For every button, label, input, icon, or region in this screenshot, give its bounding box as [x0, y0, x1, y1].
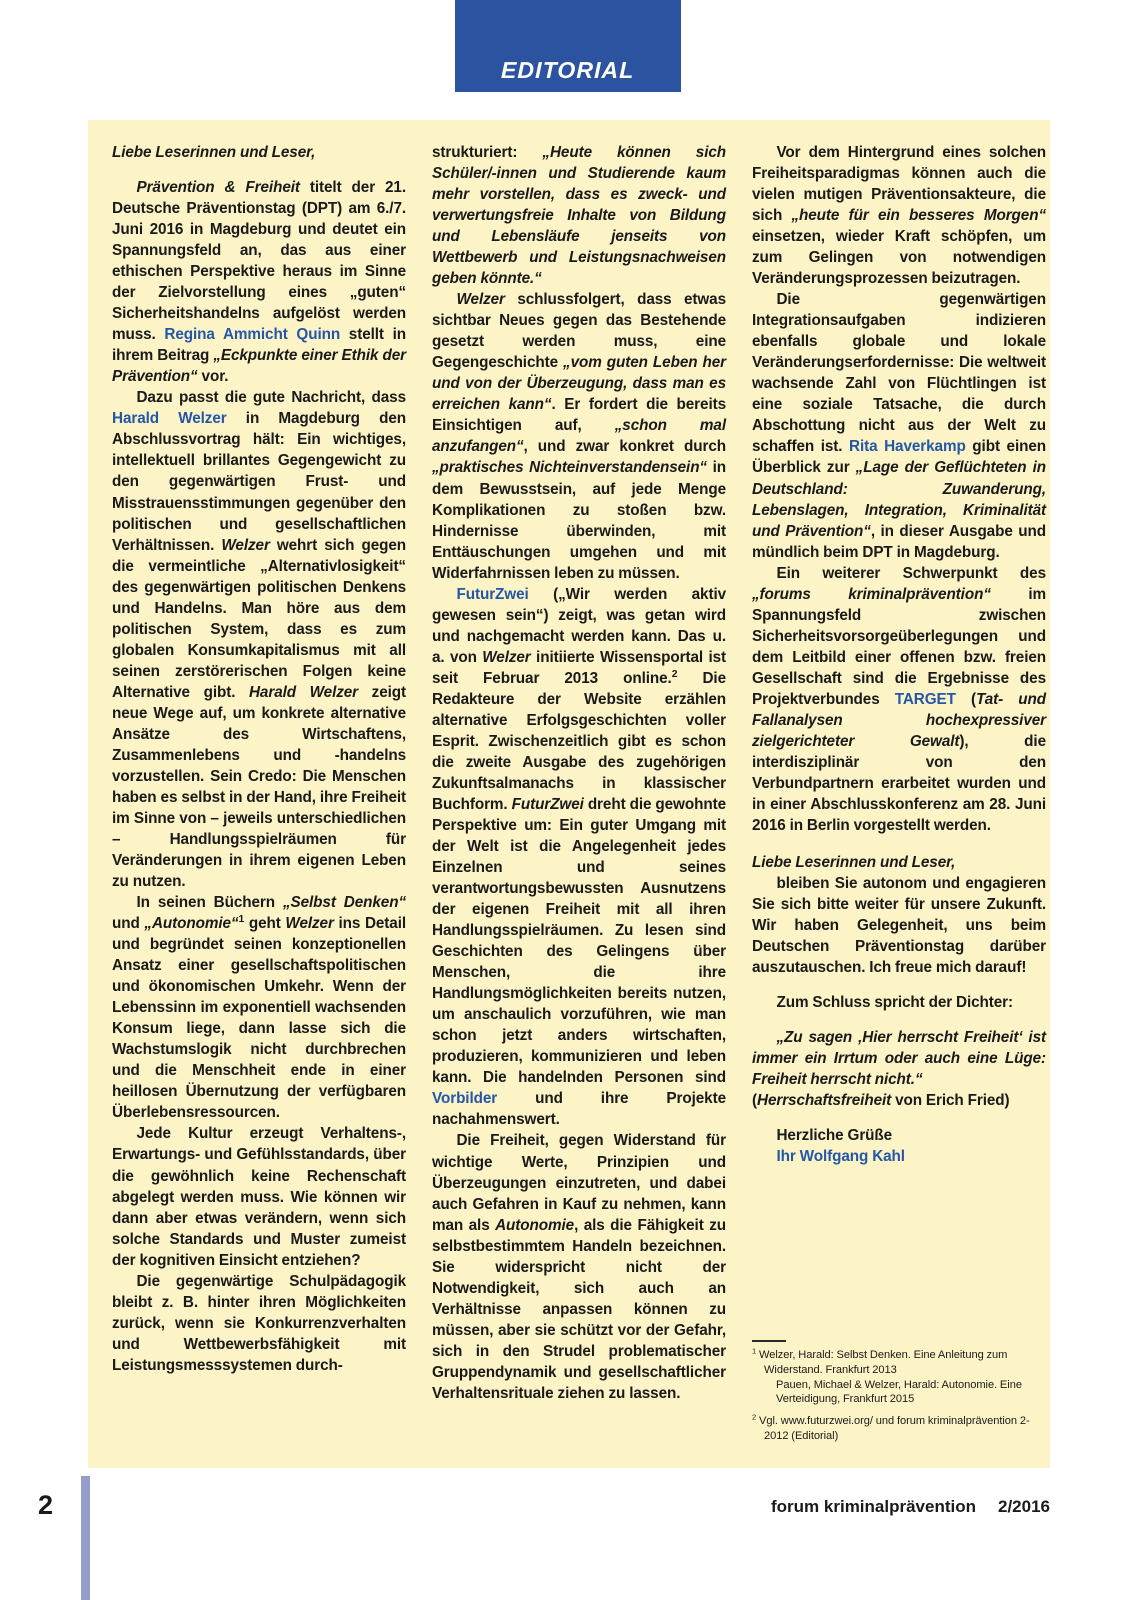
text-run: gibt einen Überblick zur	[752, 438, 1046, 477]
page-number: 2	[38, 1490, 54, 1520]
text-run: . Er fordert die bereits Einsichtigen auf,	[432, 396, 726, 435]
text-column-2	[432, 142, 726, 1452]
paragraph-c1-p4: Jede Kultur erzeugt Verhaltens-, Erwartungs- und Gefühlsstandards, über die gewöhnlich keine Rechenschaft abgelegt werden muss. Wie können wir dann aber etwas verändern, wenn sich solche Standards und Muster zumeist der kognitiven Einsicht entziehen?	[112, 1125, 406, 1269]
salutation-closing: Liebe Leserinnen und Leser,	[752, 854, 956, 872]
author-link-harald-welzer[interactable]: Harald Welzer	[112, 410, 227, 428]
article-body	[88, 120, 1050, 1468]
text-run: , in dieser Ausgabe und mündlich beim DPT in Magdeburg.	[752, 522, 1046, 561]
footnote-divider	[752, 1340, 786, 1342]
footnote-number: 1	[752, 1346, 757, 1356]
issue-number: 2/2016	[998, 1497, 1050, 1516]
text-run: Dazu passt die gute Nachricht, dass	[136, 389, 406, 407]
banner-title: EDITORIAL	[501, 57, 635, 83]
article-title-italic: „Lage der Geflüchteten in Deutschland: Zuwanderung, Lebenslagen, Integration, Kriminalität und Prävention“	[752, 459, 1046, 540]
footer-publication-info	[771, 1497, 1050, 1517]
closing-greeting: Herzliche Grüße	[776, 1127, 893, 1145]
quotation-italic: „Heute können sich Schüler/-innen und Studierende kaum mehr vorstellen, dass es zweck- und verwertungsfreie Inhalte von Bildung und Lebensläufe jenseits von Wettbewerb und Leistungsnachweisen geben könnte.“	[432, 144, 726, 288]
footer-accent-bar	[81, 1476, 90, 1600]
name-italic: Welzer	[285, 915, 334, 933]
editorial-header-banner	[455, 0, 681, 92]
paragraph-c3-p5: Zum Schluss spricht der Dichter:	[776, 994, 1014, 1012]
paragraph-c2-p3	[432, 584, 726, 1131]
text-run: Ein weiterer Schwerpunkt des	[776, 564, 1046, 582]
text-run: geht	[244, 915, 286, 933]
text-run: zeigt neue Wege auf, um konkrete alternative Ansätze des Wirtschaftens, Zusammenlebens und -handelns vorzustellen. Sein Credo: Die Menschen haben es selbst in der Hand, ihre Freiheit im Sinne von – jeweils unterschiedlichen – Handlungsspielräumen für Veränderungen in ihrem eigenen Leben zu nutzen.	[112, 683, 407, 891]
project-subtitle-italic: Tat- und Fallanalysen hochexpressiver zielgerichteter Gewalt	[752, 690, 1046, 750]
text-run: Die Freiheit, gegen Widerstand für wichtige Werte, Prinzipien und Überzeugungen einzutreten, und dabei auch Gefahren in Kauf zu nehmen, kann man als	[432, 1132, 726, 1234]
term-italic-autonomie: Autonomie	[495, 1216, 575, 1234]
paragraph-c2-p2	[432, 289, 726, 583]
text-run: schlussfolgert, dass etwas sichtbar Neues gegen das Bestehende gesetzt werden muss, eine Gegengeschichte	[432, 291, 726, 372]
project-name-italic: FuturZwei	[511, 795, 584, 813]
text-run: im Spannungsfeld zwischen Sicherheitsvorsorgeüberlegungen und dem Leitbild einer offenen bzw. freien Gesellschaft sind die Ergebnisse des Projektverbundes	[752, 585, 1046, 708]
text-run: strukturiert:	[432, 144, 543, 161]
footnote-item	[752, 1348, 1046, 1407]
paragraph-c1-p3	[112, 892, 406, 1123]
article-title-italic: „Eckpunkte einer Ethik der Prävention“	[112, 347, 406, 386]
text-run: (	[955, 690, 977, 708]
text-column-3	[752, 142, 1046, 1452]
three-column-layout	[112, 142, 1046, 1452]
text-run: , als die Fähigkeit zu selbstbestimmtem Handeln bezeichnen. Sie widerspricht nicht der Notwendigkeit, sich auch an Verhältnisse anpassen können zu müssen, aber sie schützt vor der Gefahr, sich in den Strudel problematischer Gruppendynamik und gesellschaftlicher Verhaltensrituale ziehen zu lassen.	[432, 1216, 726, 1402]
name-italic: Welzer	[456, 291, 505, 309]
highlight-vorbilder[interactable]: Vorbilder	[432, 1090, 498, 1108]
footnote-text: Welzer, Harald: Selbst Denken. Eine Anleitung zum Widerstand. Frankfurt 2013	[758, 1348, 1008, 1376]
poem-quote	[752, 1027, 1046, 1090]
text-run: wehrt sich gegen die vermeintliche „Alternativlosigkeit“ des gegenwärtigen politischen Denkens und Handelns. Man höre aus dem politischen System, dass es zum globalen Konsumkapitalismus mit all seinen zerstörerischen Folgen keine Alternative gibt.	[112, 536, 406, 701]
project-link-futurzwei[interactable]: FuturZwei	[456, 585, 529, 603]
footnote-number: 2	[752, 1412, 757, 1422]
quotation-italic: „schon mal anzufangen“	[432, 417, 726, 456]
project-link-target[interactable]: TARGET	[894, 690, 956, 708]
text-run: Die gegenwärtigen Integrationsaufgaben indizieren ebenfalls globale und lokale Veränderungserfordernisse: Die weltweit wachsende Zahl von Flüchtlingen ist eine soziale Tatsache, die durch Abschottung nicht aus der Welt zu schaffen ist.	[752, 291, 1046, 456]
text-run: ), die interdisziplinär von den Verbundpartnern erarbeitet wurden und in einer Abschlusskonferenz am 28. Juni 2016 in Berlin vorgestellt werden.	[752, 732, 1046, 834]
page-footer	[0, 1490, 1132, 1570]
author-link-rita-haverkamp[interactable]: Rita Haverkamp	[849, 438, 966, 456]
text-run: In seinen Büchern	[136, 894, 283, 912]
text-run: ins Detail und begründet seinen konzeptionellen Ansatz einer gesellschaftspolitischen und ökonomischen Umkehr. Wenn der Lebenssinn im exponentiell wachsenden Konsum liege, dann lasse sich die Wachstumslogik nicht durchbrechen und die Menschheit ende in einer heillosen Übernutzung der verfügbaren Überlebensressourcen.	[112, 915, 407, 1122]
salutation-opening: Liebe Leserinnen und Leser,	[112, 144, 316, 161]
text-run: dreht die gewohnte Perspektive um: Ein guter Umgang mit der Welt ist die Angelegenheit jedes Einzelnen und seines verantwortungsbewussten Ausnutzens der eigenen Freiheit mit all ihren Handlungsspielräumen. Zu lesen sind Geschichten des Gelingens über Menschen, die ihre Handlungsmöglichkeiten bereits nutzen, um anschaulich vorzuführen, wie man schon jetzt anders wirtschaften, produzieren, kommunizieren und leben kann. Die handelnden Personen sind	[432, 795, 726, 1087]
book-title-italic: „Autonomie“	[144, 915, 239, 933]
paragraph-c1-p1	[112, 177, 406, 387]
text-run: Vor dem Hintergrund eines solchen Freiheitsparadigmas können auch die vielen mutigen Präventionsakteure, die sich	[752, 144, 1046, 225]
paragraph-c2-p1	[432, 142, 726, 289]
text-run: , und zwar konkret durch	[523, 438, 726, 456]
text-run: einsetzen, wieder Kraft schöpfen, um zum Gelingen von notwendigen Veränderungsprozessen beizutragen.	[752, 228, 1046, 288]
paragraph-c1-p2	[112, 387, 406, 892]
footnote-marker-2[interactable]: 2	[671, 668, 678, 680]
lead-title-italic: Prävention & Freiheit	[136, 179, 300, 197]
text-run: in Magdeburg den Abschlussvortrag hält: Ein wichtiges, intellektuell brillantes Gegengewicht zu den gegenwärtigen Frust- und Misstrauensstimmungen gegenüber den politischen und gesellschaftlichen Verhältnissen.	[112, 410, 406, 554]
quotation-italic: „vom guten Leben her und von der Überzeugung, dass man es erreichen kann“	[432, 354, 726, 414]
quotation-italic: „praktisches Nichteinverstandensein“	[432, 459, 707, 477]
paragraph-c3-p2	[752, 289, 1046, 562]
paragraph-c1-p5: Die gegenwärtige Schulpädagogik bleibt z. B. hinter ihren Möglichkeiten zurück, wenn sie Konkurrenzverhalten und Wettbewerbsfähigkeit mit Leistungsmesssystemen durch-	[112, 1272, 406, 1374]
footnote-text: Vgl. www.futurzwei.org/ und forum kriminalprävention 2-2012 (Editorial)	[758, 1415, 1030, 1443]
text-run: in dem Bewusstsein, auf jede Menge Komplikationen zu stoßen bzw. Hindernisse überwinden, mit Enttäuschungen umgehen und mit Widerfahrnissen leben zu müssen.	[432, 459, 726, 582]
text-run: von Erich Fried)	[891, 1092, 1010, 1110]
paragraph-c3-p1	[752, 142, 1046, 289]
paragraph-c3-p3	[752, 563, 1046, 836]
text-run: (	[752, 1092, 757, 1110]
text-run: und	[112, 915, 145, 933]
text-run: vor.	[197, 368, 229, 386]
text-run: („Wir werden aktiv gewesen sein“) zeigt, was getan wird und nachgemacht werden kann. Das u. a. von	[432, 585, 726, 666]
footnote-item	[752, 1414, 1046, 1444]
signature-link-wolfgang-kahl[interactable]: Ihr Wolfgang Kahl	[776, 1148, 905, 1166]
poem-quote-italic: „Zu sagen ‚Hier herrscht Freiheit‘ ist immer ein Irrtum oder auch eine Lüge: Freiheit herrscht nicht.“	[752, 1029, 1046, 1089]
author-link-ammicht-quinn[interactable]: Regina Ammicht Quinn	[164, 326, 341, 344]
text-column-1	[112, 142, 406, 1452]
name-italic: Harald Welzer	[248, 683, 359, 701]
text-run: und ihre Projekte nachahmenswert.	[432, 1090, 726, 1129]
quotation-italic: „heute für ein besseres Morgen“	[791, 207, 1046, 225]
text-run: stellt in ihrem Beitrag	[112, 326, 406, 365]
publication-name: forum kriminalprävention	[771, 1497, 976, 1516]
footnote-text-secondary: Pauen, Michael & Welzer, Harald: Autonomie. Eine Verteidigung, Frankfurt 2015	[776, 1378, 1022, 1406]
signature-name	[752, 1146, 1046, 1167]
text-run: initiierte Wissensportal ist seit Februar 2013 online.	[432, 648, 726, 687]
name-italic: Welzer	[221, 536, 270, 554]
footnote-marker-1[interactable]: 1	[238, 914, 245, 926]
book-title-italic: „Selbst Denken“	[282, 894, 406, 912]
text-run: Die Redakteure der Website erzählen alternative Erfolgsgeschichten voller Esprit. Zwischenzeitlich gibt es schon die zweite Ausgabe des zugehörigen Zukunftsalmanachs in klassischer Buchform.	[432, 669, 726, 813]
paragraph-c2-p4	[432, 1130, 726, 1403]
paragraph-c3-p4: bleiben Sie autonom und engagieren Sie sich bitte weiter für unsere Zukunft. Wir haben Gelegenheit, uns beim Deutschen Präventionstag darüber auszutauschen. Ich freue mich darauf!	[752, 875, 1046, 977]
footnotes-section	[752, 1340, 1046, 1444]
poem-attribution	[752, 1090, 1046, 1111]
journal-title-italic: „forums kriminalprävention“	[752, 585, 991, 603]
name-italic: Welzer	[482, 648, 531, 666]
poem-title-italic: Herrschaftsfreiheit	[757, 1092, 892, 1110]
text-run: titelt der 21. Deutsche Präventionstag (DPT) am 6./7. Juni 2016 in Magdeburg und deutet ein Spannungsfeld an, das aus einer ethischen Perspektive heraus im Sinne der Zielvorstellung eines „guten“ Sicherheitshandelns aufgelöst werden muss.	[112, 179, 406, 344]
